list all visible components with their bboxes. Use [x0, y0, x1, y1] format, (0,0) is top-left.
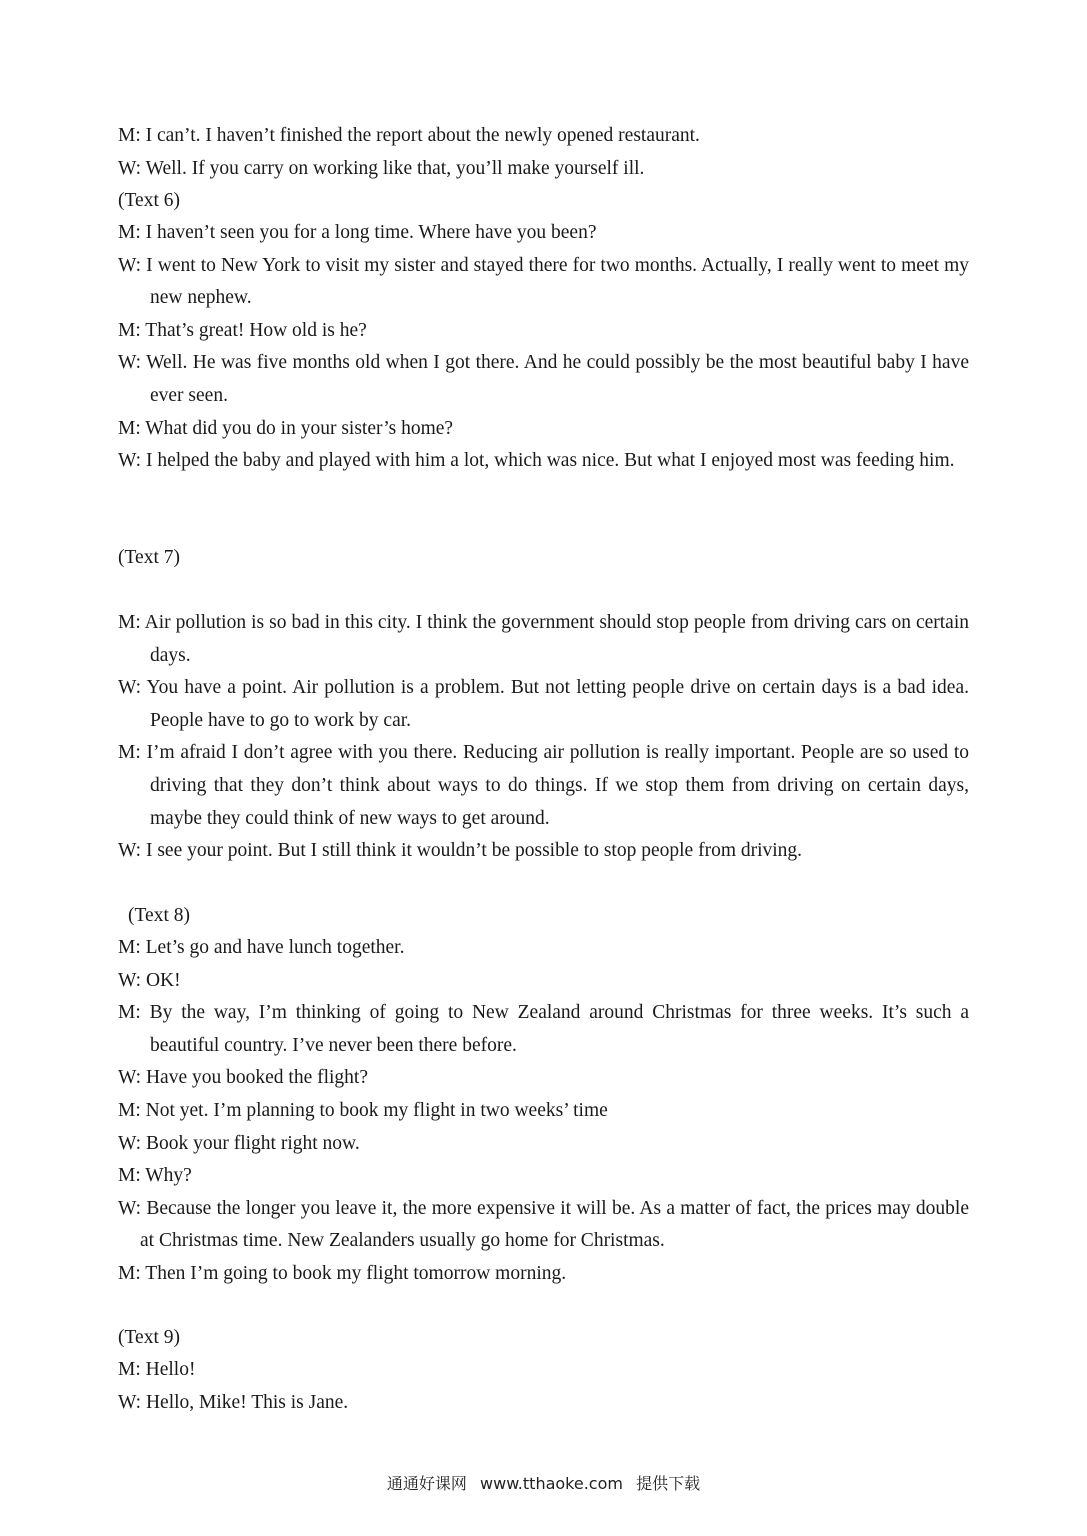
utterance: W: I went to New York to visit my sister and stayed there for two months. Actually, I really went to meet my new nephew. — [118, 254, 969, 309]
footer-brand: 通通好课网 — [386, 1474, 467, 1493]
segment-continuation — [118, 120, 969, 185]
utterance: M: That’s great! How old is he? — [118, 319, 367, 341]
section-heading-text-7: (Text 7) — [118, 547, 180, 568]
utterance: W: Hello, Mike! This is Jane. — [118, 1391, 349, 1413]
utterance: W: Well. He was five months old when I got there. And he could possibly be the most beautiful baby I have ever seen. — [118, 352, 969, 406]
utterance: W: Because the longer you leave it, the more expensive it will be. As a matter of fact, the prices may double at Christmas time. New Zealanders usually go home for Christmas. — [118, 1197, 969, 1252]
utterance: M: Let’s go and have lunch together. — [118, 937, 405, 958]
section-heading-text-6: (Text 6) — [118, 190, 180, 211]
page-footer — [0, 1471, 1087, 1494]
segment-text-7 — [118, 607, 969, 868]
utterance: W: You have a point. Air pollution is a problem. But not letting people drive on certain days is a bad idea. People have to go to work by car. — [118, 677, 969, 731]
utterance: M: Not yet. I’m planning to book my flight in two weeks’ time — [118, 1099, 608, 1121]
section-heading-text-8: (Text 8) — [128, 905, 190, 926]
utterance: W: I helped the baby and played with him a lot, which was nice. But what I enjoyed most was feeding him. — [118, 450, 955, 472]
segment-text-6 — [118, 217, 969, 478]
utterance: M: Hello! — [118, 1359, 196, 1380]
utterance: M: I haven’t seen you for a long time. Where have you been? — [118, 222, 597, 243]
utterance: M: Why? — [118, 1165, 192, 1187]
utterance: W: Book your flight right now. — [118, 1132, 360, 1154]
utterance: M: Then I’m going to book my flight tomorrow morning. — [118, 1262, 567, 1284]
utterance: M: What did you do in your sister’s home? — [118, 417, 454, 439]
footer-url: www.tthaoke.com — [480, 1474, 623, 1493]
utterance: M: I can’t. I haven’t finished the report about the newly opened restaurant. — [118, 125, 700, 146]
segment-text-8 — [118, 932, 969, 1291]
utterance: W: Have you booked the flight? — [118, 1067, 368, 1089]
utterance: W: OK! — [118, 969, 181, 991]
utterance: M: By the way, I’m thinking of going to New Zealand around Christmas for three weeks. It’s such a beautiful country. I’ve never been there before. — [118, 1002, 969, 1056]
section-heading-text-9: (Text 9) — [118, 1327, 180, 1348]
utterance: W: Well. If you carry on working like that, you’ll make yourself ill. — [118, 157, 645, 179]
utterance: M: Air pollution is so bad in this city. I think the government should stop people from driving cars on certain days. — [118, 612, 969, 666]
utterance: W: I see your point. But I still think it wouldn’t be possible to stop people from driving. — [118, 840, 803, 862]
footer-note: 提供下载 — [636, 1474, 701, 1493]
utterance: M: I’m afraid I don’t agree with you there. Reducing air pollution is really important. People are so used to driving that they don’t think about ways to do things. If we stop them from driving on certain days, maybe they could think of new ways to get around. — [118, 742, 969, 829]
segment-text-9 — [118, 1354, 969, 1419]
